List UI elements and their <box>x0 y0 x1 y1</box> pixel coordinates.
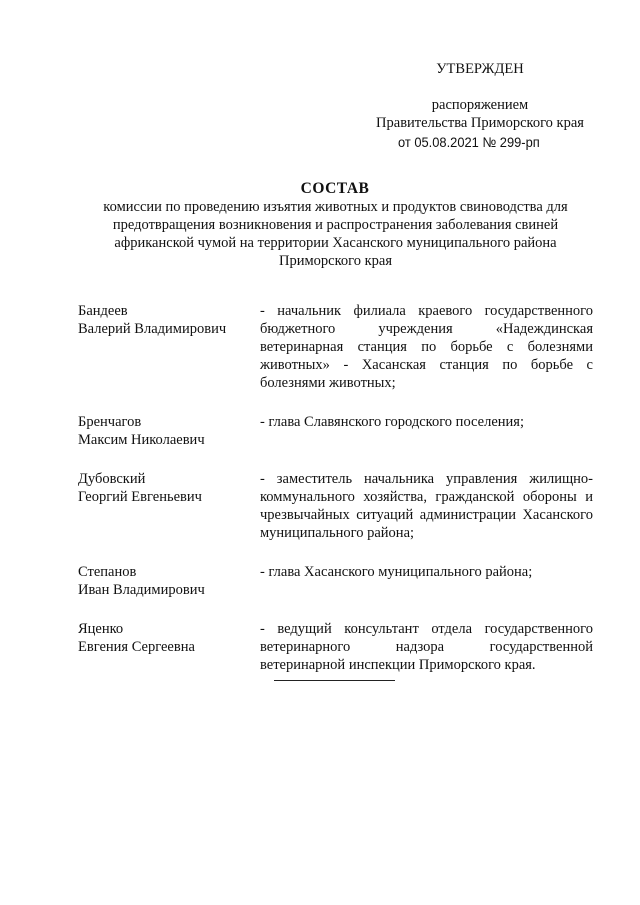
member-role: - начальник филиала краевого государственного бюджетного учреждения «Надеждинская ветеринарная станция по борьбе с болезнями животных» - Хасанская станция по борьбе с болезнями животных; <box>260 303 593 391</box>
member-entry <box>78 563 593 599</box>
member-entry <box>78 302 593 392</box>
member-name <box>78 413 253 449</box>
member-surname: Бандеев <box>78 303 128 319</box>
member-surname: Дубовский <box>78 471 146 487</box>
member-surname: Бренчагов <box>78 414 142 430</box>
approval-title: УТВЕРЖДЕН <box>436 61 524 77</box>
document-subject: комиссии по проведению изъятия животных и продуктов свиноводства для предотвращения возникновения и распространения заболевания свиней африканской чумой на территории Хасанского муниципального района Приморского края <box>103 199 568 269</box>
members-list <box>78 302 593 674</box>
member-role: - заместитель начальника управления жилищно-коммунального хозяйства, гражданской обороны и чрезвычайных ситуаций администрации Хасанского муниципального района; <box>260 471 593 541</box>
member-name <box>78 563 253 599</box>
member-role: - глава Славянского городского поселения; <box>260 414 524 430</box>
closing-divider <box>274 680 395 681</box>
approval-line-order: распоряжением <box>431 97 529 113</box>
member-surname: Степанов <box>78 564 137 580</box>
member-entry <box>78 413 593 449</box>
approval-line-date-number: от 05.08.2021 № 299-рп <box>398 134 540 150</box>
member-role: - ведущий консультант отдела государственного ветеринарного надзора государственной ветеринарной инспекции Приморского края. <box>260 621 593 673</box>
member-given-name: Георгий Евгеньевич <box>78 489 202 505</box>
member-given-name: Валерий Владимирович <box>78 321 227 337</box>
member-given-name: Евгения Сергеевна <box>78 639 195 655</box>
member-entry <box>78 470 593 542</box>
member-name <box>78 470 253 506</box>
member-name <box>78 302 253 338</box>
member-name <box>78 620 253 656</box>
approval-line-government: Правительства Приморского края <box>376 115 584 131</box>
member-given-name: Максим Николаевич <box>78 432 205 448</box>
document-title: СОСТАВ <box>300 180 370 197</box>
member-surname: Яценко <box>78 621 124 637</box>
member-given-name: Иван Владимирович <box>78 582 205 598</box>
member-role: - глава Хасанского муниципального района; <box>260 564 533 580</box>
member-entry <box>78 620 593 674</box>
